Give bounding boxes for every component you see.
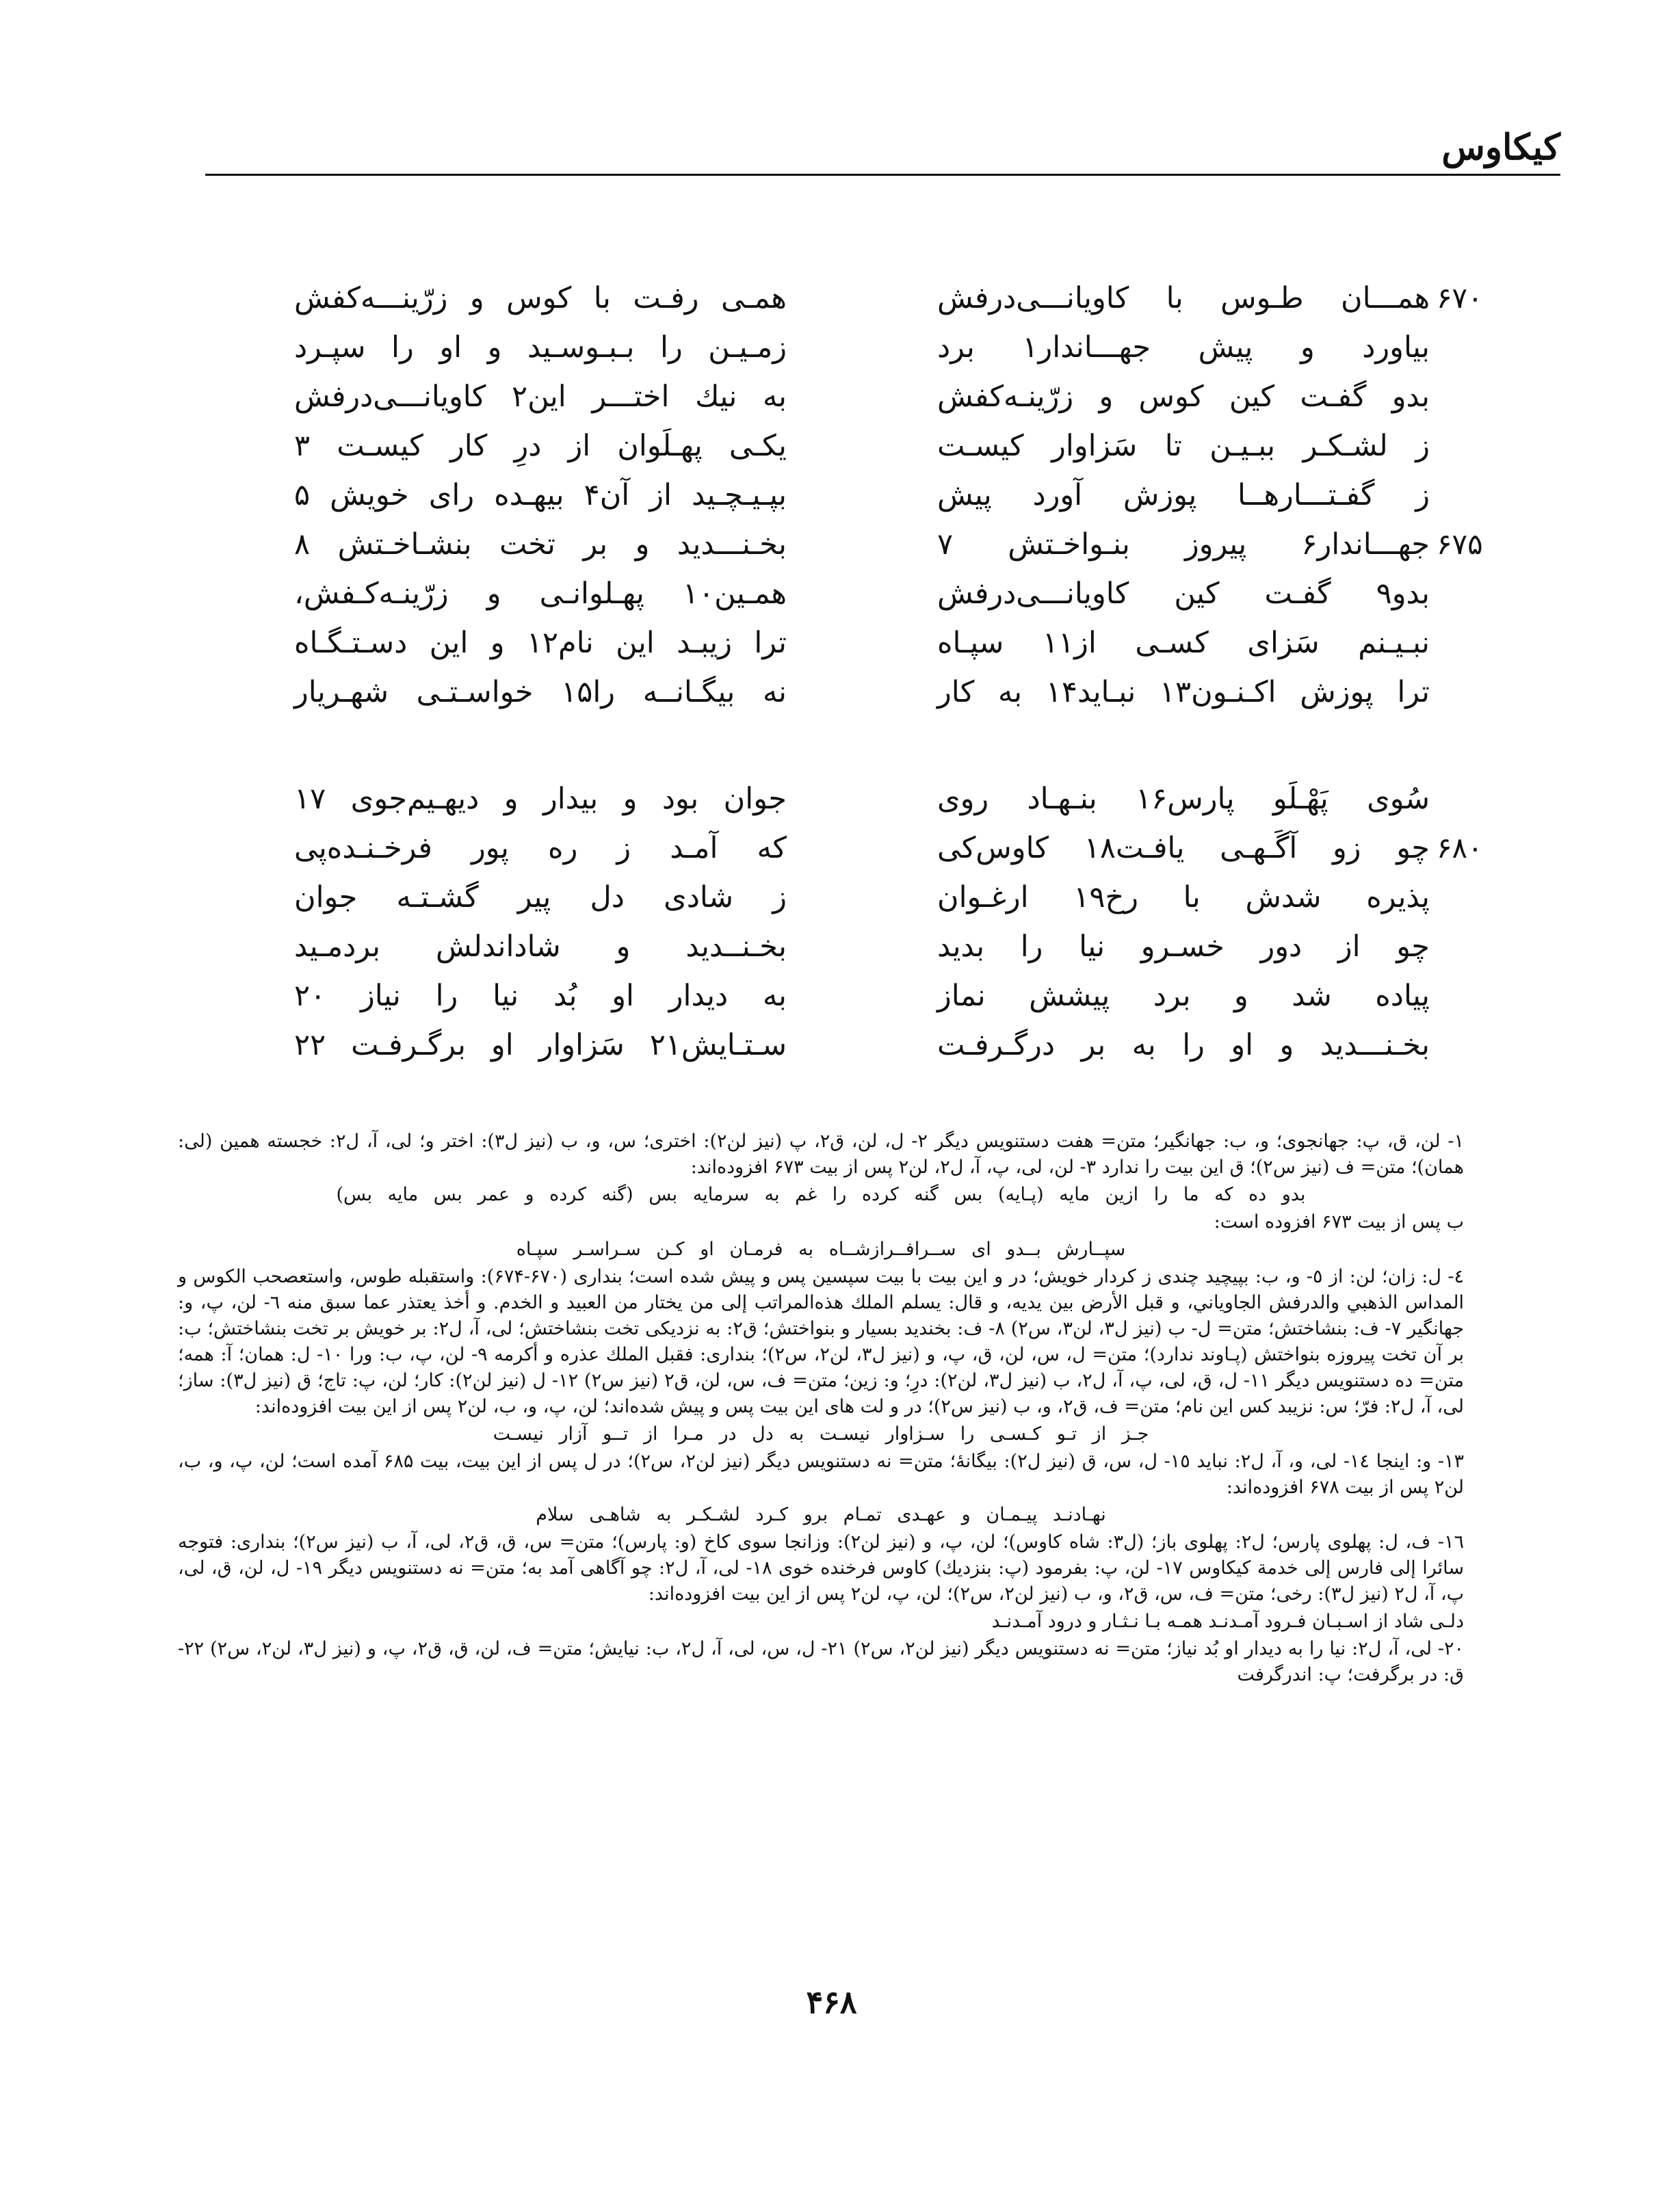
second-hemistich: یکـی پهـلَوان از درِ کار کیسـت ۳ [294, 429, 787, 463]
second-hemistich: بخـنـــدید و بر تخت بنشـاخـتش ۸ [294, 527, 787, 562]
second-hemistich: همـین۱۰ پهـلوانـی و زرّینـه‌کـفش، [294, 577, 787, 611]
verse-row [294, 774, 1430, 824]
page-number: ۴۶۸ [806, 1984, 857, 2020]
second-hemistich: همـی رفـت با کوس و زرّینـــه‌کفش [294, 281, 787, 315]
verse-row [294, 520, 1483, 569]
verse-row [294, 922, 1430, 971]
footnote-paragraph: ۱- لن، ق، پ: جهانجوی؛ و، ب: جهانگیر؛ متن= هفت دستنویس دیگر ۲- ل، لن، ق۲، پ (نیز لن۲): اختری؛ س، و، ب (نیز ل۳): اختر و؛ لی، آ، ل۲: خجسته همین (لی: همان)؛ متن= ف (نیز س۲)؛ ق این بیت را ندارد ۳- لن، لی، پ، آ، ل۲، لن۲ پس از بیت ۶۷۳ افزوده‌اند: [178, 1131, 1464, 1178]
second-hemistich: به دیدار او بُد نیا را نیاز ۲۰ [294, 979, 787, 1013]
second-hemistich: ز شادی دل پیر گشـتـه جوان [294, 880, 787, 914]
verse-row [294, 1021, 1430, 1070]
first-hemistich: جهـــاندار۶ پیروز بنـواخـتش ۷ [937, 527, 1430, 562]
second-hemistich: به نیك اختـــر این۲ کاویانـــی‌درفش [294, 380, 787, 414]
first-hemistich: پذیره شدش با رخ۱۹ ارغـوان [937, 880, 1430, 914]
footnote-paragraph: ب پس از بیت ۶۷۳ افزوده است: [1214, 1211, 1464, 1233]
footnote-verse: سپــارش بــدو ای ســرافــرازشــاه به فرمـان او کـن سـراسـر سپـاه [516, 1239, 1126, 1260]
verse-row [294, 971, 1430, 1021]
verse-number: ۶۷۵ [1437, 527, 1483, 561]
footnote-paragraph: ٤- ل: زان؛ لن: از ٥- و، ب: بپیچید چندی ز کردار خویش؛ در و این بیت با بیت سپسین پس و پیش شده است؛ بنداری (۶۷۰-۶۷۴): واستقبله طوس، واستعصحب الكوس و المداس الذهبي والدرفش الجاوياني، و قبل الأرض بين يديه، و قال: يسلم الملك هذه‌المراتب إلى من يختار من العبيد و الخدم. و أخذ يعتذر عما سبق منه ٦- لن، پ، و: جهانگیر ٧- ف: بنشاختش؛ متن= ل- ب (نیز ل۳، لن۳، س۲) ٨- ف: بخندید بسیار و بنواختش؛ ق۲: به نزدیکی تخت بنشاختش؛ لی، آ، ل۲: بر خویش بر تخت بنشاختش؛ ب: بر آن تخت پیروزه بنواختش (پـاوند ندارد)؛ متن= ل، س، لن، ق، پ، و (نیز ل۳، لن۲، س۲)؛ بنداری: فقبل الملك عذره و أكرمه ٩- لن، پ، ب: ورا ١٠- ل: همان؛ آ: همه؛ متن= ده دستنویس دیگر ١١- ل، ق، لی، پ، آ، ل۲، ب (نیز ل۳، لن۲): درِ؛ و: زین؛ متن= ف، س، لن، ق۲ (نیز س۲) ١٢- ل (نیز لن۲): کار؛ لن، پ: تاج؛ ق (نیز ل۳): ساز؛ لی، آ، ل۲: فرّ؛ س: نزیبد کس این نام؛ متن= ف، ق۲، و، ب (نیز س۲)؛ در و لت های این بیت پس و پیش شده‌اند؛ لن، پ، و، ب، لن۲ پس از این بیت افزوده‌اند: [178, 1266, 1465, 1417]
second-hemistich: بخـنــدید و شاداندلش بردمـید [294, 930, 787, 964]
first-hemistich: ترا پوزش اکـنـون۱۳ نبـاید۱۴ به کار [937, 675, 1430, 709]
footnote-verse: جـز از تـو کـسـی را سـزاوار نیسـت به دل در مـرا از تــو آزار نیسـت [493, 1423, 1149, 1445]
footnote-paragraph: ٢٠- لی، آ، ل۲: نیا را به دیدار او بُد نیاز؛ متن= نه دستنویس دیگر (نیز لن۲، س۲) ٢١- ل، س، لی، آ، ل۲، ب: نیایش؛ متن= ف، لن، ق، ق۲، پ، و (نیز ل۳، لن۲، س۲) ٢٢- ق: در برگرفت؛ پ: اندرگرفت [178, 1638, 1465, 1685]
verse-row [294, 274, 1483, 323]
second-hemistich: زمـیـن را بـبـوسـید و او را سپـرد [294, 330, 787, 365]
verse-row [294, 372, 1430, 421]
first-hemistich: همـــان طـوس با کاویانـــی‌درفش [937, 281, 1430, 315]
verse-number: ۶۸۰ [1437, 831, 1483, 865]
first-hemistich: ز گفـتـــارهــا پوزش آورد پیش [937, 478, 1430, 512]
second-hemistich: سـتـایش۲۱ سَزاوار او برگـرفـت ۲۲ [294, 1028, 787, 1062]
chapter-title: کیکاوس [1441, 127, 1560, 168]
second-hemistich: بپـیـچـید از آن۴ بیهـده رای خویش ۵ [294, 478, 787, 512]
verse-row [294, 323, 1430, 372]
first-hemistich: بدو گفـت کین کوس و زرّینـه‌کفش [937, 380, 1430, 414]
footnote-paragraph: ١٣- و: اینجا ١٤- لی، و، آ، ل۲: نباید ١٥- ل، س، ق (نیز ل۲): بیگانهٔ؛ متن= نه دستنویس دیگر (نیز لن۲، س۲)؛ در ل پس از این بیت، بیت ۶۸۵ آمده است؛ لن، پ، و، ب، لن۲ پس از بیت ۶۷۸ افزوده‌اند: [178, 1451, 1464, 1498]
verse-number: ۶۷۰ [1437, 281, 1483, 315]
first-hemistich: چو از دور خسـرو نیا را بدید [937, 930, 1430, 964]
second-hemistich: جوان بود و بیدار و دیهـیم‌جوی ۱۷ [294, 782, 787, 816]
first-hemistich: چو زو آگَـهـی یافـت۱۸ کاوس‌کی [937, 831, 1430, 865]
verse-row [294, 618, 1430, 668]
second-hemistich: ترا زیبـد این نام۱۲ و این دسـتـگـاه [294, 626, 787, 660]
first-hemistich: پیاده شد و برد پیشش نماز [937, 979, 1430, 1013]
stanza-gap [294, 717, 1430, 774]
footnote-verse: نهـادنـد پیـمـان و عهـدی تمـام برو کـرد لشـکـر به شاهـی سلام [536, 1504, 1106, 1525]
first-hemistich: بدو۹ گفـت کین کاویانـــی‌درفش [937, 577, 1430, 611]
first-hemistich: بخـنـــدید و او را به بر درگـرفـت [937, 1028, 1430, 1062]
verse-row [294, 569, 1430, 618]
footnote-paragraph: دلـی شاد از اسـبـان فـرود آمـدنـد همـه بـا نـثـار و درود آمـدنـد [991, 1611, 1464, 1632]
footnotes [178, 1129, 1464, 1689]
first-hemistich: بیاورد و پیش جهـــاندار۱ برد [937, 330, 1430, 365]
header-rule [205, 174, 1560, 176]
verse-row [294, 421, 1430, 471]
verse-row [294, 668, 1430, 717]
running-header [205, 120, 1560, 175]
verse-row [294, 824, 1483, 873]
first-hemistich: نبـیـنم سَزای کسـی از۱۱ سپـاه [937, 626, 1430, 660]
footnote-paragraph: ١٦- ف، ل: پهلوی پارس؛ ل۲: پهلوی باز؛ (ل۳: شاه کاوس)؛ لن، پ، و (نیز لن۲): وزانجا سوی کاخ (و: پارس)؛ متن= س، ق، ق۲، لی، آ، ب (نیز س۲)؛ بنداری: فتوجه سائرا إلى فارس إلى خدمة كيكاوس ١٧- لن، پ: بفرمود (پ: بنزدیك) کاوس فرخنده خوی ١٨- لی، آ، ل۲: چو آگاهی آمد به؛ متن= نه دستنویس دیگر ١٩- ل، لن، ق، لی، پ، آ، ل۲ (نیز ل۳): رخی؛ متن= ف، س، ق۲، و، ب (نیز لن۲، س۲)؛ لن، پ، لن۲ پس از این بیت افزوده‌اند: [178, 1531, 1465, 1605]
second-hemistich: نه بیگـانــه را۱۵ خواسـتـی شهـریار [294, 675, 787, 709]
first-hemistich: سُوی پَهْـلَو پارس۱۶ بنـهـاد روی [937, 782, 1430, 816]
poem-body [294, 274, 1483, 1070]
first-hemistich: ز لشـکـر ببـیـن تا سَزاوار کیسـت [937, 429, 1430, 463]
footnote-verse: بدو ده که ما را ازین مایه (پـایه) بس گنه کرده را غم به سرمایه بس (گنه کرده و عمر بس مایه بس) [336, 1184, 1306, 1205]
verse-row [294, 873, 1430, 922]
second-hemistich: که آمـد ز ره پور فرخـنـده‌پی [294, 831, 787, 865]
verse-row [294, 471, 1430, 520]
